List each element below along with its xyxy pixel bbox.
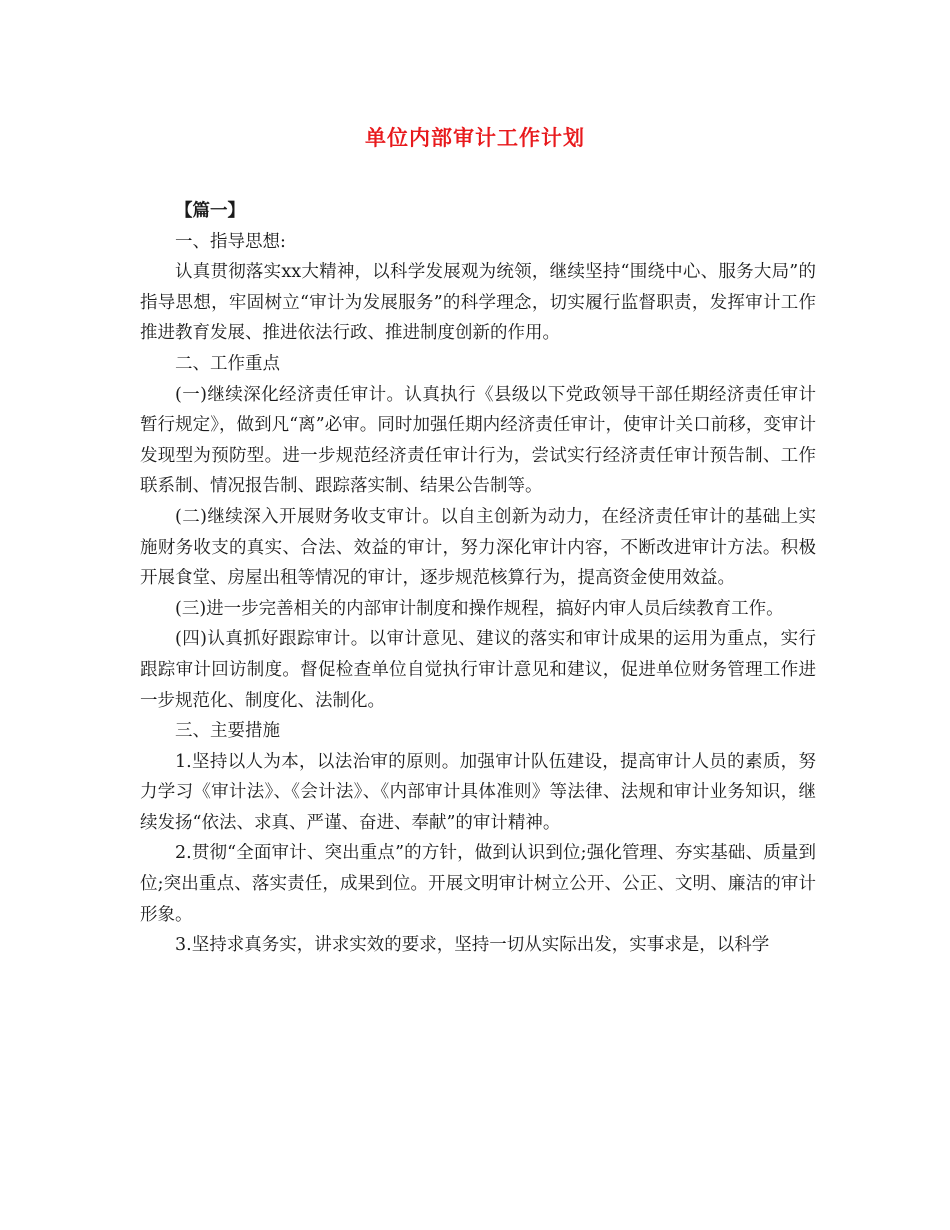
paragraph: 3.坚持求真务实，讲求实效的要求，坚持一切从实际出发，实事求是，以科学 <box>175 935 770 956</box>
subheading: 一、指导思想: <box>175 231 286 252</box>
subheading: 二、工作重点 <box>175 353 280 374</box>
section-heading: 【篇一】 <box>175 201 245 221</box>
paragraph: (三)进一步完善相关的内部审计制度和操作规程，搞好内审人员后续教育工作。 <box>175 598 784 619</box>
document-title: 单位内部审计工作计划 <box>365 125 585 150</box>
paragraph: (四)认真抓好跟踪审计。以审计意见、建议的落实和审计成果的运用为重点，实行跟踪审计回访制度。督促检查单位自觉执行审计意见和建议，促进单位财务管理工作进一步规范化、制度化、法制化。 <box>140 629 816 711</box>
paragraph: 1.坚持以人为本，以法治审的原则。加强审计队伍建设，提高审计人员的素质，努力学习《审计法》、《会计法》、《内部审计具体准则》等法律、法规和审计业务知识，继续发扬“依法、求真、严谨、奋进、奉献”的审计精神。 <box>140 751 816 833</box>
paragraph: 认真贯彻落实xx大精神，以科学发展观为统领，继续坚持“围绕中心、服务大局”的指导思想，牢固树立“审计为发展服务”的科学理念，切实履行监督职责，发挥审计工作推进教育发展、推进依法行政、推进制度创新的作用。 <box>140 262 816 344</box>
document-body <box>140 196 816 961</box>
paragraph: 2.贯彻“全面审计、突出重点”的方针，做到认识到位;强化管理、夯实基础、质量到位;突出重点、落实责任，成果到位。开展文明审计树立公开、公正、文明、廉洁的审计形象。 <box>140 843 816 925</box>
paragraph: (一)继续深化经济责任审计。认真执行《县级以下党政领导干部任期经济责任审计暂行规定》，做到凡“离”必审。同时加强任期内经济责任审计，使审计关口前移，变审计发现型为预防型。进一步规范经济责任审计行为，尝试实行经济责任审计预告制、工作联系制、情况报告制、跟踪落实制、结果公告制等。 <box>140 384 816 497</box>
subheading: 三、主要措施 <box>175 721 280 742</box>
paragraph: (二)继续深入开展财务收支审计。以自主创新为动力，在经济责任审计的基础上实施财务收支的真实、合法、效益的审计，努力深化审计内容，不断改进审计方法。积极开展食堂、房屋出租等情况的审计，逐步规范核算行为，提高资金使用效益。 <box>140 506 816 589</box>
